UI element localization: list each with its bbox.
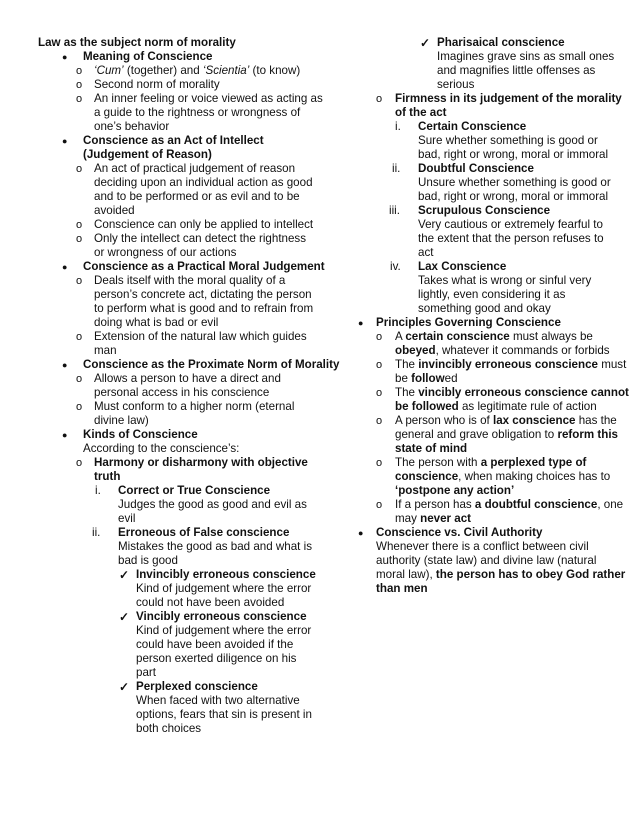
bullet-marker: ● — [62, 430, 68, 440]
correct-conscience — [38, 484, 318, 498]
heading-text: Conscience as an Act of Intellect — [83, 134, 264, 147]
circle-marker: o — [76, 373, 83, 385]
text: (together) and — [123, 64, 203, 77]
text: Certain Conscience — [418, 120, 527, 133]
invincibly-erroneous — [38, 568, 318, 582]
heading-kinds — [38, 428, 318, 442]
certain-conscience — [358, 120, 620, 134]
text-line: person exerted diligence on his — [136, 652, 297, 665]
circle-marker: o — [376, 499, 383, 511]
text: Perplexed conscience — [136, 680, 258, 693]
circle-marker: o — [376, 387, 383, 399]
principle-4 — [358, 414, 620, 428]
text: Conscience can only be applied to intellect — [94, 218, 314, 231]
list-item — [38, 400, 318, 414]
text-line: person’s concrete act, dictating the person — [94, 288, 312, 301]
text-line: doing what is bad or evil — [94, 316, 219, 329]
text: the person has to obey God rather — [435, 568, 626, 581]
circle-marker: o — [376, 331, 383, 343]
text-line: Sure whether something is good or — [418, 134, 598, 147]
list-item — [38, 64, 318, 78]
text-line: Very cautious or extremely fearful to — [418, 218, 603, 231]
text: An act of practical judgement of reason — [94, 162, 296, 175]
text: as legitimate rule of action — [458, 400, 597, 413]
text-line — [358, 344, 620, 358]
text-line: Mistakes the good as bad and what is — [118, 540, 312, 553]
text: may — [395, 512, 421, 525]
text-line: man — [94, 344, 117, 357]
heading-text: Conscience as the Proximate Norm of Morality — [83, 358, 340, 371]
text-line: divine law) — [94, 414, 149, 427]
text: Pharisaical conscience — [437, 36, 565, 49]
roman-numeral: i. — [395, 120, 401, 133]
text: , one — [597, 498, 624, 511]
heading-civil-authority — [358, 526, 620, 540]
kinds-harmony — [38, 456, 318, 470]
text: never act — [420, 512, 472, 525]
text-line: Whenever there is a conflict between civil — [376, 540, 589, 553]
text-line — [358, 470, 620, 484]
text-line: than men — [376, 582, 428, 595]
heading-text: Kinds of Conscience — [83, 428, 198, 441]
principle-6 — [358, 498, 624, 512]
principle-5 — [358, 456, 620, 470]
text: , whatever it commands or forbids — [435, 344, 610, 357]
text-line: of the act — [395, 106, 447, 119]
text: Second norm of morality — [94, 78, 220, 91]
circle-marker: o — [376, 457, 383, 469]
text: has the — [575, 414, 617, 427]
check-icon: ✓ — [420, 36, 431, 50]
text-line — [358, 568, 626, 582]
text: (to know) — [249, 64, 301, 77]
roman-numeral: iv. — [390, 260, 401, 273]
text-line: truth — [94, 470, 121, 483]
list-item — [38, 372, 318, 386]
text: moral law), — [376, 568, 436, 581]
bullet-marker: ● — [62, 52, 68, 62]
text-line: serious — [437, 78, 475, 91]
text: , when making choices has to — [458, 470, 611, 483]
text-line: could not have been avoided — [136, 596, 285, 609]
text-line — [358, 372, 620, 386]
list-item — [38, 218, 318, 232]
text-line: or wrongness of our actions — [94, 246, 237, 259]
circle-marker: o — [376, 93, 383, 105]
text: Only the intellect can detect the rightness — [94, 232, 307, 245]
term-cum: ‘Cum’ — [94, 64, 124, 77]
text: invincibly erroneous conscience — [418, 358, 598, 371]
text-line — [358, 400, 620, 414]
heading-meaning — [38, 50, 318, 64]
circle-marker: o — [76, 457, 83, 469]
text: conscience — [395, 470, 459, 483]
heading-principles — [358, 316, 620, 330]
text: Firmness in its judgement of the morality — [395, 92, 622, 105]
check-icon: ✓ — [119, 680, 130, 694]
heading-text: Meaning of Conscience — [83, 50, 213, 63]
text: A — [395, 330, 406, 343]
text: Lax Conscience — [418, 260, 507, 273]
heading-practical-judgement — [38, 260, 325, 274]
principle-2 — [358, 358, 627, 372]
text: must always be — [509, 330, 593, 343]
text: Scrupulous Conscience — [418, 204, 551, 217]
text: reform this — [557, 428, 618, 441]
firmness-heading — [358, 92, 620, 106]
vincibly-erroneous — [38, 610, 318, 624]
text-line: one’s behavior — [94, 120, 170, 133]
right-column — [358, 36, 629, 596]
text-line: a guide to the rightness or wrongness of — [94, 106, 301, 119]
kinds-intro: According to the conscience’s: — [83, 442, 240, 455]
text: Extension of the natural law which guides — [94, 330, 307, 343]
text: follow — [411, 372, 445, 385]
bullet-marker: ● — [358, 318, 364, 328]
text-line: both choices — [136, 722, 202, 735]
text-line: bad, right or wrong, moral or immoral — [418, 190, 609, 203]
list-item — [38, 232, 318, 246]
text-line: bad, right or wrong, moral or immoral — [418, 148, 609, 161]
text-line: authority (state law) and divine law (natural — [376, 554, 597, 567]
circle-marker: o — [76, 93, 83, 105]
heading-text: Conscience as a Practical Moral Judgement — [83, 260, 325, 273]
check-icon: ✓ — [119, 610, 130, 624]
text: Correct or True Conscience — [118, 484, 271, 497]
text: lax conscience — [492, 414, 576, 427]
text-line: ‘postpone any action’ — [395, 484, 515, 497]
circle-marker: o — [76, 401, 83, 413]
text: a doubtful conscience — [474, 498, 598, 511]
text-line: something good and okay — [418, 302, 551, 315]
text-line: act — [418, 246, 434, 259]
list-item — [38, 330, 318, 344]
heading-line: (Judgement of Reason) — [83, 148, 212, 161]
text-line: bad is good — [118, 554, 178, 567]
text: general and grave obligation to — [395, 428, 558, 441]
text: Vincibly erroneous conscience — [136, 610, 307, 623]
text: Allows a person to have a direct and — [94, 372, 281, 385]
text-line: could have been avoided if the — [136, 638, 294, 651]
text: obeyed — [395, 344, 436, 357]
text: The — [395, 358, 419, 371]
text: be — [395, 372, 412, 385]
lax-conscience — [358, 260, 620, 274]
pharisaical-conscience — [358, 36, 620, 50]
text-line — [358, 512, 620, 526]
text-line: Imagines grave sins as small ones — [437, 50, 615, 63]
text-line: deciding upon an individual action as good — [94, 176, 313, 189]
text: A person who is of — [395, 414, 493, 427]
heading-text: Principles Governing Conscience — [376, 316, 561, 329]
term-scientia: ‘Scientia’ — [202, 64, 250, 77]
text: The — [395, 386, 419, 399]
heading-proximate-norm — [38, 358, 340, 372]
circle-marker: o — [376, 415, 383, 427]
text-line: Judges the good as good and evil as — [118, 498, 307, 511]
bullet-marker: ● — [62, 360, 68, 370]
principle-1 — [358, 330, 620, 344]
text: certain conscience — [405, 330, 510, 343]
roman-numeral: ii. — [392, 162, 401, 175]
text: vincibly erroneous conscience cannot — [418, 386, 629, 399]
list-item — [38, 92, 323, 106]
document-title — [38, 36, 318, 50]
text: Invincibly erroneous conscience — [136, 568, 316, 581]
text: Harmony or disharmony with objective — [94, 456, 308, 469]
text: a perplexed type of — [480, 456, 587, 469]
heading-text: Conscience vs. Civil Authority — [376, 526, 543, 539]
text-line — [358, 428, 620, 442]
text-line: avoided — [94, 204, 135, 217]
roman-numeral: ii. — [92, 526, 101, 539]
text: Doubtful Conscience — [418, 162, 534, 175]
text-line: lightly, even considering it as — [418, 288, 566, 301]
scrupulous-conscience — [358, 204, 620, 218]
text: An inner feeling or voice viewed as acting as — [94, 92, 323, 105]
text: If a person has — [395, 498, 475, 511]
left-column — [38, 36, 340, 736]
circle-marker: o — [76, 331, 83, 343]
circle-marker: o — [76, 233, 83, 245]
text: Erroneous of False conscience — [118, 526, 290, 539]
check-icon: ✓ — [119, 568, 130, 582]
list-item — [38, 78, 318, 92]
circle-marker: o — [76, 219, 83, 231]
list-item — [38, 162, 318, 176]
text-line: personal access in his conscience — [94, 386, 270, 399]
text: Must conform to a higher norm (eternal — [94, 400, 295, 413]
perplexed-conscience — [38, 680, 318, 694]
circle-marker: o — [76, 275, 83, 287]
text-line: and to be performed or as evil and to be — [94, 190, 300, 203]
text-line: to perform what is good and to refrain from — [94, 302, 314, 315]
text: must — [597, 358, 627, 371]
text-line: Kind of judgement where the error — [136, 582, 312, 595]
circle-marker: o — [376, 359, 383, 371]
text: ed — [444, 372, 458, 385]
bullet-marker: ● — [62, 136, 68, 146]
list-item — [38, 274, 318, 288]
text-line: part — [136, 666, 156, 679]
circle-marker: o — [76, 163, 83, 175]
bullet-marker: ● — [62, 262, 68, 272]
roman-numeral: i. — [95, 484, 101, 497]
text-line: and magnifies little offenses as — [437, 64, 596, 77]
text-line: Unsure whether something is good or — [418, 176, 611, 189]
erroneous-conscience — [38, 526, 318, 540]
text: be followed — [395, 400, 459, 413]
doubtful-conscience — [358, 162, 620, 176]
text-line: Takes what is wrong or sinful very — [418, 274, 592, 287]
circle-marker: o — [76, 79, 83, 91]
text-line: evil — [118, 512, 136, 525]
bullet-marker: ● — [358, 528, 364, 538]
text-line: options, fears that sin is present in — [136, 708, 312, 721]
text-line: state of mind — [395, 442, 468, 455]
text: The person with — [395, 456, 481, 469]
circle-marker: o — [76, 65, 83, 77]
principle-3 — [358, 386, 629, 400]
text-line: the extent that the person refuses to — [418, 232, 604, 245]
text: Deals itself with the moral quality of a — [94, 274, 286, 287]
text-line: Kind of judgement where the error — [136, 624, 312, 637]
heading-act-of-intellect — [38, 134, 318, 148]
title-text: Law as the subject norm of morality — [38, 36, 236, 49]
text-line: When faced with two alternative — [136, 694, 300, 707]
roman-numeral: iii. — [389, 204, 400, 217]
